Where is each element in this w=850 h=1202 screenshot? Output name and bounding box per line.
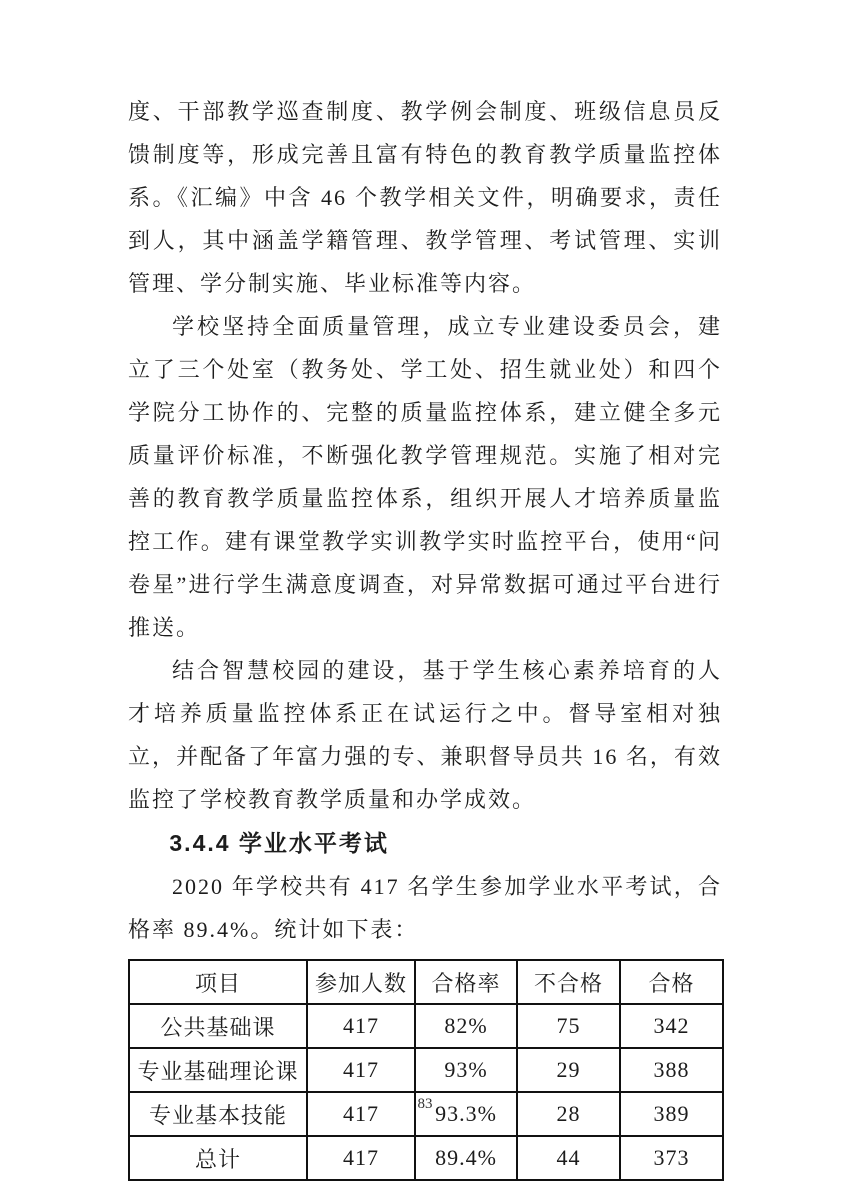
table-cell: 417 — [307, 1092, 415, 1136]
table-cell: 专业基本技能 — [129, 1092, 307, 1136]
page-content — [128, 90, 722, 1181]
table-row — [129, 1048, 723, 1092]
table-cell: 28 — [517, 1092, 620, 1136]
table-cell: 417 — [307, 1004, 415, 1048]
table-cell: 82% — [415, 1004, 517, 1048]
table-cell: 公共基础课 — [129, 1004, 307, 1048]
table-cell: 93% — [415, 1048, 517, 1092]
table-cell: 75 — [517, 1004, 620, 1048]
table-header-row — [129, 960, 723, 1004]
table-row — [129, 1004, 723, 1048]
paragraph-quality-management: 学校坚持全面质量管理，成立专业建设委员会，建立了三个处室（教务处、学工处、招生就业处）和四个学院分工协作的、完整的质量监控体系，建立健全多元质量评价标准，不断强化教学管理规范。实施了相对完善的教育教学质量监控体系，组织开展人才培养质量监控工作。建有课堂教学实训教学实时监控平台，使用“问卷星”进行学生满意度调查，对异常数据可通过平台进行推送。 — [128, 314, 722, 640]
table-header-item: 项目 — [129, 960, 307, 1004]
table-cell: 93.3% — [415, 1092, 517, 1136]
table-header-pass-rate: 合格率 — [415, 960, 517, 1004]
section-heading: 3.4.4 学业水平考试 — [169, 830, 389, 856]
paragraph-continuation: 度、干部教学巡查制度、教学例会制度、班级信息员反馈制度等，形成完善且富有特色的教育教学质量监控体系。《汇编》中含 46 个教学相关文件，明确要求，责任到人，其中涵盖学籍管理、教学管理、考试管理、实训管理、学分制实施、毕业标准等内容。 — [128, 99, 722, 296]
table-header-pass: 合格 — [620, 960, 723, 1004]
table-header-participants: 参加人数 — [307, 960, 415, 1004]
table-cell: 89.4% — [415, 1136, 517, 1180]
table-cell: 29 — [517, 1048, 620, 1092]
table-header-fail: 不合格 — [517, 960, 620, 1004]
table-cell: 专业基础理论课 — [129, 1048, 307, 1092]
table-cell: 总计 — [129, 1136, 307, 1180]
table-cell: 342 — [620, 1004, 723, 1048]
exam-stats-table — [128, 959, 724, 1181]
table-cell: 44 — [517, 1136, 620, 1180]
page-number: 83 — [417, 1096, 433, 1112]
table-cell: 417 — [307, 1136, 415, 1180]
table-row — [129, 1136, 723, 1180]
table-cell: 373 — [620, 1136, 723, 1180]
table-cell: 389 — [620, 1092, 723, 1136]
paragraph-exam-intro: 2020 年学校共有 417 名学生参加学业水平考试，合格率 89.4%。统计如下表： — [128, 874, 722, 942]
table-cell: 388 — [620, 1048, 723, 1092]
paragraph-smart-campus: 结合智慧校园的建设，基于学生核心素养培育的人才培养质量监控体系正在试运行之中。督导室相对独立，并配备了年富力强的专、兼职督导员共 16 名，有效监控了学校教育教学质量和办学成效。 — [128, 658, 722, 812]
table-cell: 417 — [307, 1048, 415, 1092]
